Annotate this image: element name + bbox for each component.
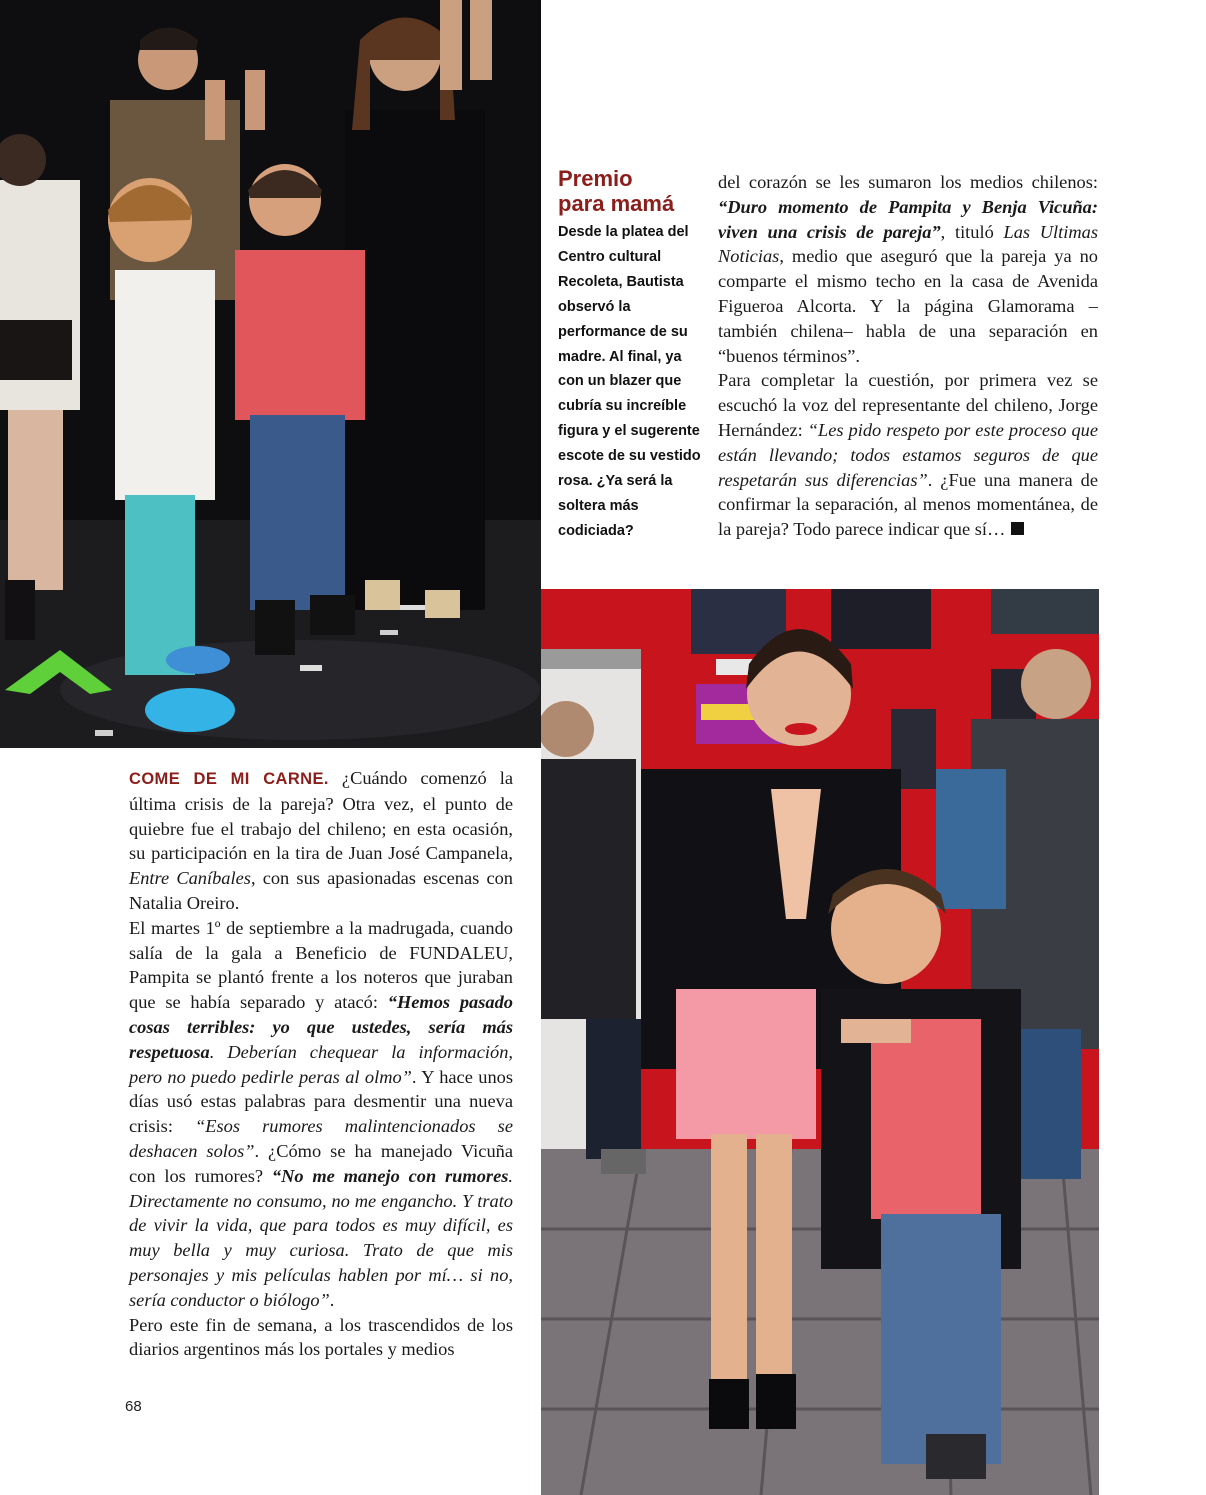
text-run: . ¿Fue una manera de confirmar la separación, al menos momentánea, de la pareja? Todo parece indicar que sí… [718,469,1098,540]
text-run: Para completar la cuestión, por primera vez se escuchó la voz del representante del chileno, Jorge Hernández: [718,370,1098,440]
text-run: ¿Cuándo comenzó la última crisis de la pareja? Otra vez, el punto de quiebre fue el trabajo del chileno; en esta ocasión, su participación en la tira de Juan José Campanela, [129,768,513,864]
caption-body: Desde la platea del Centro cultural Recoleta, Bautista observó la performance de su madre. Al final, ya con un blazer que cubría su increíble figura y el sugerente escote de su vestido rosa. ¿Ya será la soltera más codiciada? [558,224,701,539]
caption-title [558,166,708,216]
quote: “Les pido respeto por este proceso que están llevando; todos estamos seguros de que respetarán sus diferencias” [718,419,1098,490]
quote: . Directamente no consumo, no me engancho. Y trato de vivir la vida, que para todos es muy difícil, es muy bella y muy curiosa. Trato de que mis personajes y mis películas hablen por mí… si no, sería conductor o biólogo” [129,1165,513,1310]
text-run: . [855,345,860,366]
caption-title-line1: Premio [558,166,633,191]
photo-mother-and-son [541,589,1099,1495]
quote: “Duro momento de Pampita y Benja Vicuña: viven una crisis de pareja” [718,196,1098,242]
text-run: , tituló [940,221,1004,242]
paragraph [718,368,1098,542]
article-column-left [129,766,513,1362]
paragraph [129,916,513,1313]
text-run: El martes 1º de septiembre a la madrugada, cuando salía de la gala a Beneficio de FUNDALEU, Pampita se plantó frente a los noteros que juraban que se había separado y atacó: [129,917,513,1013]
text-run: . [329,1289,335,1310]
photo-caption [558,166,708,544]
text-run: del corazón se les sumaron los medios chilenos: [718,172,1098,192]
text-run: , con sus apasionadas escenas con Natalia Oreiro. [129,868,514,913]
quote: “No me manejo con rumores [271,1165,509,1186]
article-column-right [718,170,1098,542]
section-heading: COME DE MI CARNE. [129,770,329,788]
quote: “Hemos pasado cosas terribles: yo que ustedes, sería más respetuosa [129,992,513,1062]
end-of-article-mark [1011,522,1024,535]
quote: “Esos rumores malintencionados se deshacen solos” [129,1116,513,1161]
show-title: Entre Caníbales [129,868,251,889]
paragraph [718,170,1098,368]
text-run: , medio que aseguró que la pareja ya no comparte el mismo techo en la casa de Avenida Figueroa Alcorta. Y la página Glamorama –también chilena– habla de una separación en [718,246,1098,341]
text-run: . ¿Cómo se ha manejado Vicuña con los rumores? [129,1140,513,1186]
quote: . Deberían chequear la información, pero no puedo pedirle peras al olmo” [129,1041,513,1087]
text-run: . Y hace unos días usó estas palabras para desmentir una nueva crisis: [129,1066,513,1137]
quote: “buenos términos” [718,345,856,366]
paragraph [129,766,513,916]
outlet-name: Las Ultimas Noticias [718,221,1098,267]
caption-title-line2: para mamá [558,191,675,216]
page-number: 68 [125,1398,142,1415]
photo-audience [0,0,541,748]
paragraph: Pero este fin de semana, a los trascendidos de los diarios argentinos más los portales y medios [129,1314,513,1360]
